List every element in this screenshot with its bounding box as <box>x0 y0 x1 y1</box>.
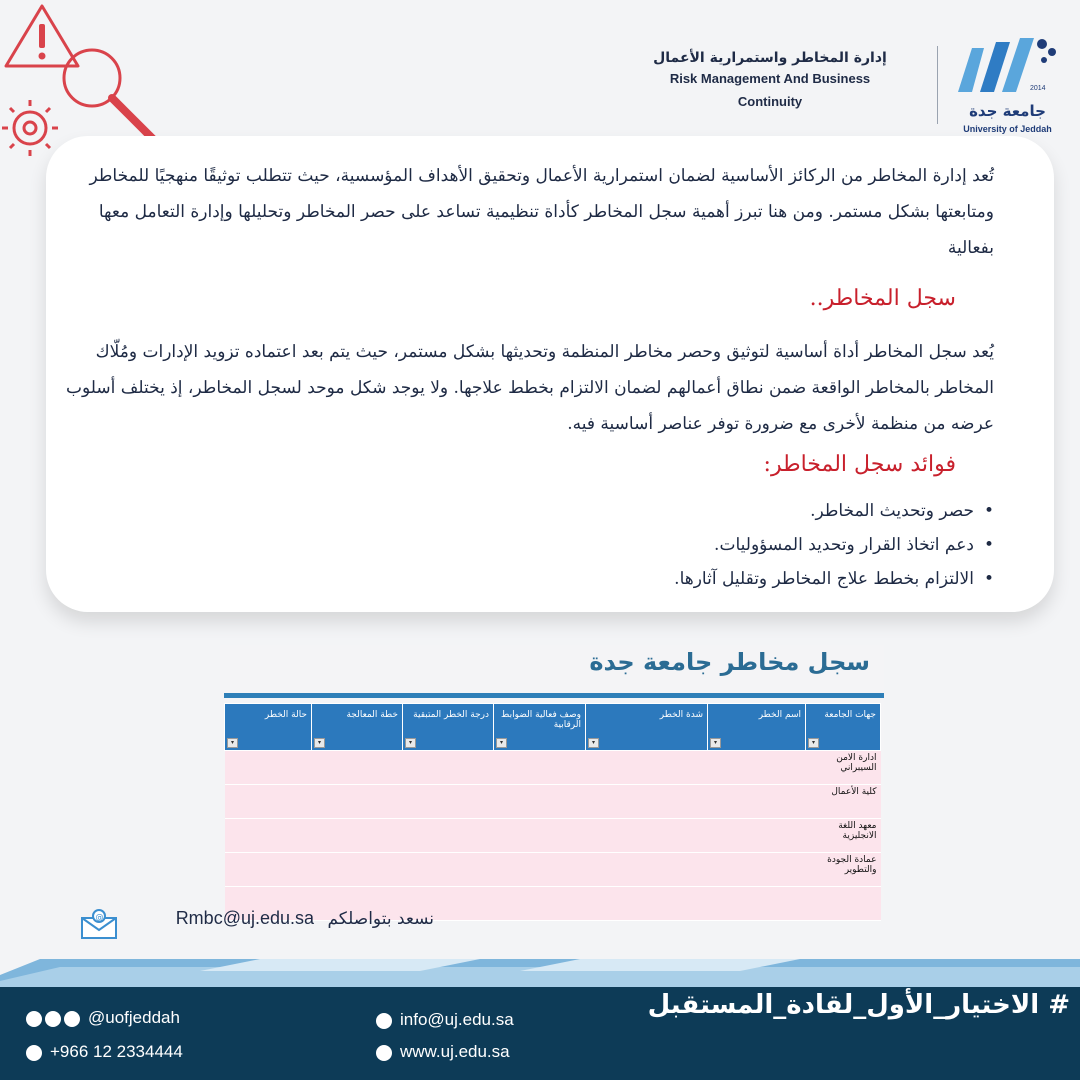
risk-register-title: سجل المخاطر.. <box>809 286 956 311</box>
globe-icon <box>376 1045 392 1061</box>
department-header <box>640 50 900 112</box>
table-title-bar <box>224 693 884 698</box>
benefits-title: فوائد سجل المخاطر: <box>763 452 956 477</box>
column-header[interactable]: حالة الخطر ▾ <box>225 704 312 751</box>
filter-dropdown-icon[interactable]: ▾ <box>227 738 238 748</box>
bullet-icon: • <box>983 535 994 555</box>
filter-dropdown-icon[interactable]: ▾ <box>588 738 599 748</box>
contact-email-link[interactable]: Rmbc@uj.edu.sa <box>175 908 315 928</box>
phone-icon <box>26 1045 42 1061</box>
university-name-ar: جامعة جدة <box>969 102 1046 120</box>
list-item: •الالتزام بخطط علاج المخاطر وتقليل آثارها. <box>394 562 994 596</box>
intro-paragraph: تُعد إدارة المخاطر من الركائز الأساسية لضمان استمرارية الأعمال وتحقيق الأهداف المؤسسية، حيث تتطلب توثيقًا منهجيًا للمخاطر ومتابعتها بشكل مستمر. ومن هنا تبرز أهمية سجل المخاطر كأداة تنظيمية تساعد على حصر المخاطر وتحليلها وإدارة التعامل معها بفعالية <box>89 166 994 258</box>
info-email[interactable]: info@uj.edu.sa <box>376 1010 514 1030</box>
university-name-en: University of Jeddah <box>963 124 1052 134</box>
website-link[interactable]: www.uj.edu.sa <box>376 1042 510 1062</box>
snapchat-icon <box>64 1011 80 1027</box>
filter-dropdown-icon[interactable]: ▾ <box>710 738 721 748</box>
department-name-ar: إدارة المخاطر واستمرارية الأعمال <box>653 50 887 66</box>
column-header[interactable]: وصف فعالية الضوابط الرقابية ▾ <box>494 704 586 751</box>
filter-dropdown-icon[interactable]: ▾ <box>314 738 325 748</box>
filter-dropdown-icon[interactable]: ▾ <box>496 738 507 748</box>
column-header[interactable]: شدة الخطر ▾ <box>586 704 708 751</box>
benefits-list <box>394 494 994 596</box>
risk-register-paragraph: يُعد سجل المخاطر أداة أساسية لتوثيق وحصر مخاطر المنظمة وتحديثها بشكل مستمر، حيث يتم بعد اعتماده تزويد الإدارات ومُلّاك المخاطر بالمخاطر الواقعة ضمن نطاق أعمالهم لضمان الالتزام بخطط علاجها. ولا يوجد شكل موحد لسجل المخاطر، إذ يختلف أسلوب عرضه من منظمة لأخرى مع ضرورة توفر عناصر أساسية فيه. <box>65 342 994 434</box>
table-row: ادارة الامن السيبراني <box>225 751 881 785</box>
university-logo-icon <box>950 30 1065 102</box>
email-icon <box>80 908 118 940</box>
instagram-icon <box>26 1011 42 1027</box>
twitter-icon <box>45 1011 61 1027</box>
list-item: •دعم اتخاذ القرار وتحديد المسؤوليات. <box>394 528 994 562</box>
university-logo <box>950 30 1065 140</box>
bullet-icon: • <box>983 569 994 589</box>
table-row: معهد اللغة الانجليزية <box>225 819 881 853</box>
contact-label: نسعد بتواصلكم <box>327 909 434 929</box>
column-header[interactable]: درجة الخطر المتبقية ▾ <box>403 704 494 751</box>
risk-register-table <box>224 703 881 921</box>
bullet-icon: • <box>983 501 994 521</box>
column-header[interactable]: خطة المعالجة ▾ <box>312 704 403 751</box>
department-name-en-line1: Risk Management And Business <box>669 71 871 86</box>
logo-year: 2014 <box>1030 85 1046 92</box>
header-divider <box>937 46 938 124</box>
table-header-row <box>225 704 881 751</box>
list-item: •حصر وتحديث المخاطر. <box>394 494 994 528</box>
department-name-en-line2: Continuity <box>737 94 803 109</box>
column-header[interactable]: اسم الخطر ▾ <box>708 704 806 751</box>
contact-line <box>176 908 434 929</box>
filter-dropdown-icon[interactable]: ▾ <box>405 738 416 748</box>
phone-number[interactable]: +966 12 2334444 <box>26 1042 183 1062</box>
table-row: كلية الأعمال <box>225 785 881 819</box>
filter-dropdown-icon[interactable]: ▾ <box>808 738 819 748</box>
hashtag-slogan: # الاختيار_الأول_لقادة_المستقبل <box>647 990 1070 1020</box>
register-table-title: سجل مخاطر جامعة جدة <box>589 648 870 676</box>
social-handle[interactable]: @uofjeddah <box>26 1008 180 1028</box>
svg-text:@: @ <box>95 912 104 922</box>
column-header[interactable]: جهات الجامعة ▾ <box>806 704 881 751</box>
email-icon <box>376 1013 392 1029</box>
table-row: عمادة الجودة والتطوير <box>225 853 881 887</box>
